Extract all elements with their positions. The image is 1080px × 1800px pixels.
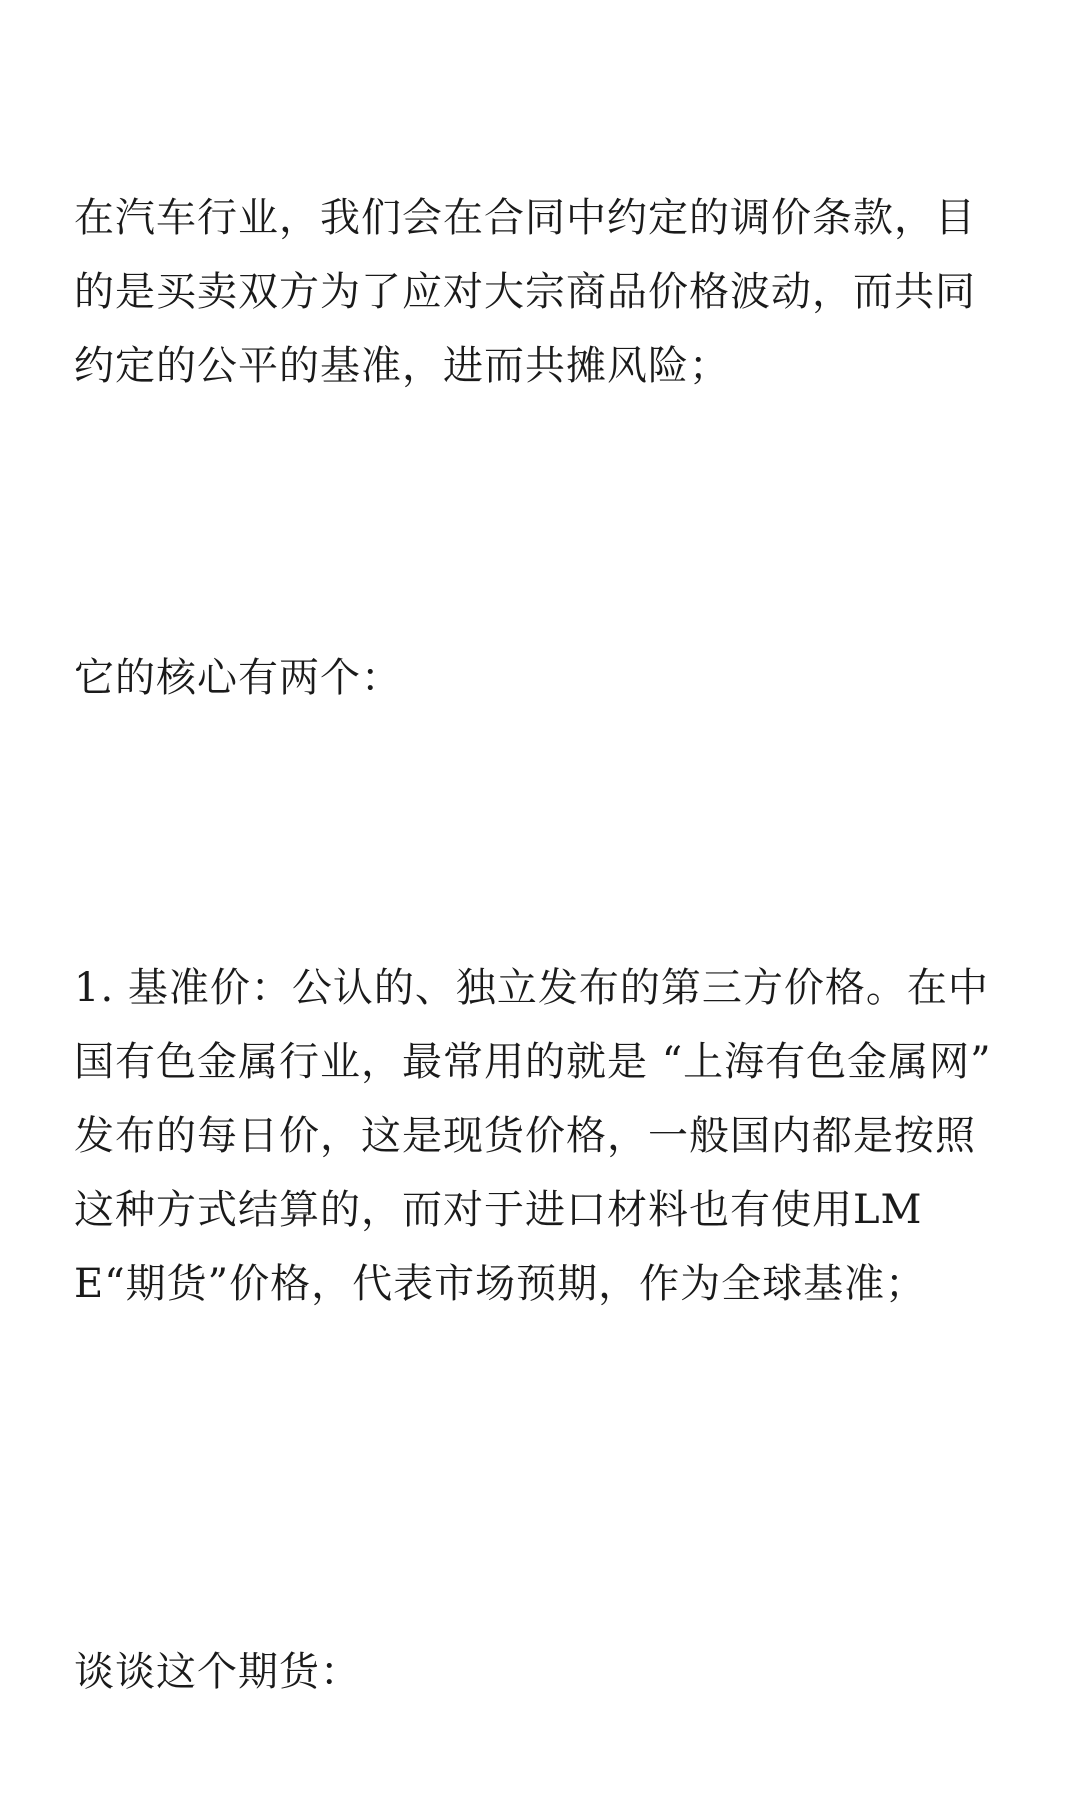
paragraph-benchmark-price: 1. 基准价：公认的、独立发布的第三方价格。在中国有色金属行业，最常用的就是 “上海有色金属网” 发布的每日价，这是现货价格，一般国内都是按照这种方式结算的，而对于进口材料也有使用LME“期货”价格，代表市场预期，作为全球基准；	[74, 965, 992, 1307]
paragraph-price-adjustment-clause: 在汽车行业，我们会在合同中约定的调价条款，目的是买卖双方为了应对大宗商品价格波动，而共同约定的公平的基准，进而共摊风险；	[74, 195, 976, 389]
paragraph-futures-heading: 谈谈这个期货：	[74, 1649, 361, 1695]
paragraph-core-points-heading: 它的核心有两个：	[74, 655, 402, 701]
